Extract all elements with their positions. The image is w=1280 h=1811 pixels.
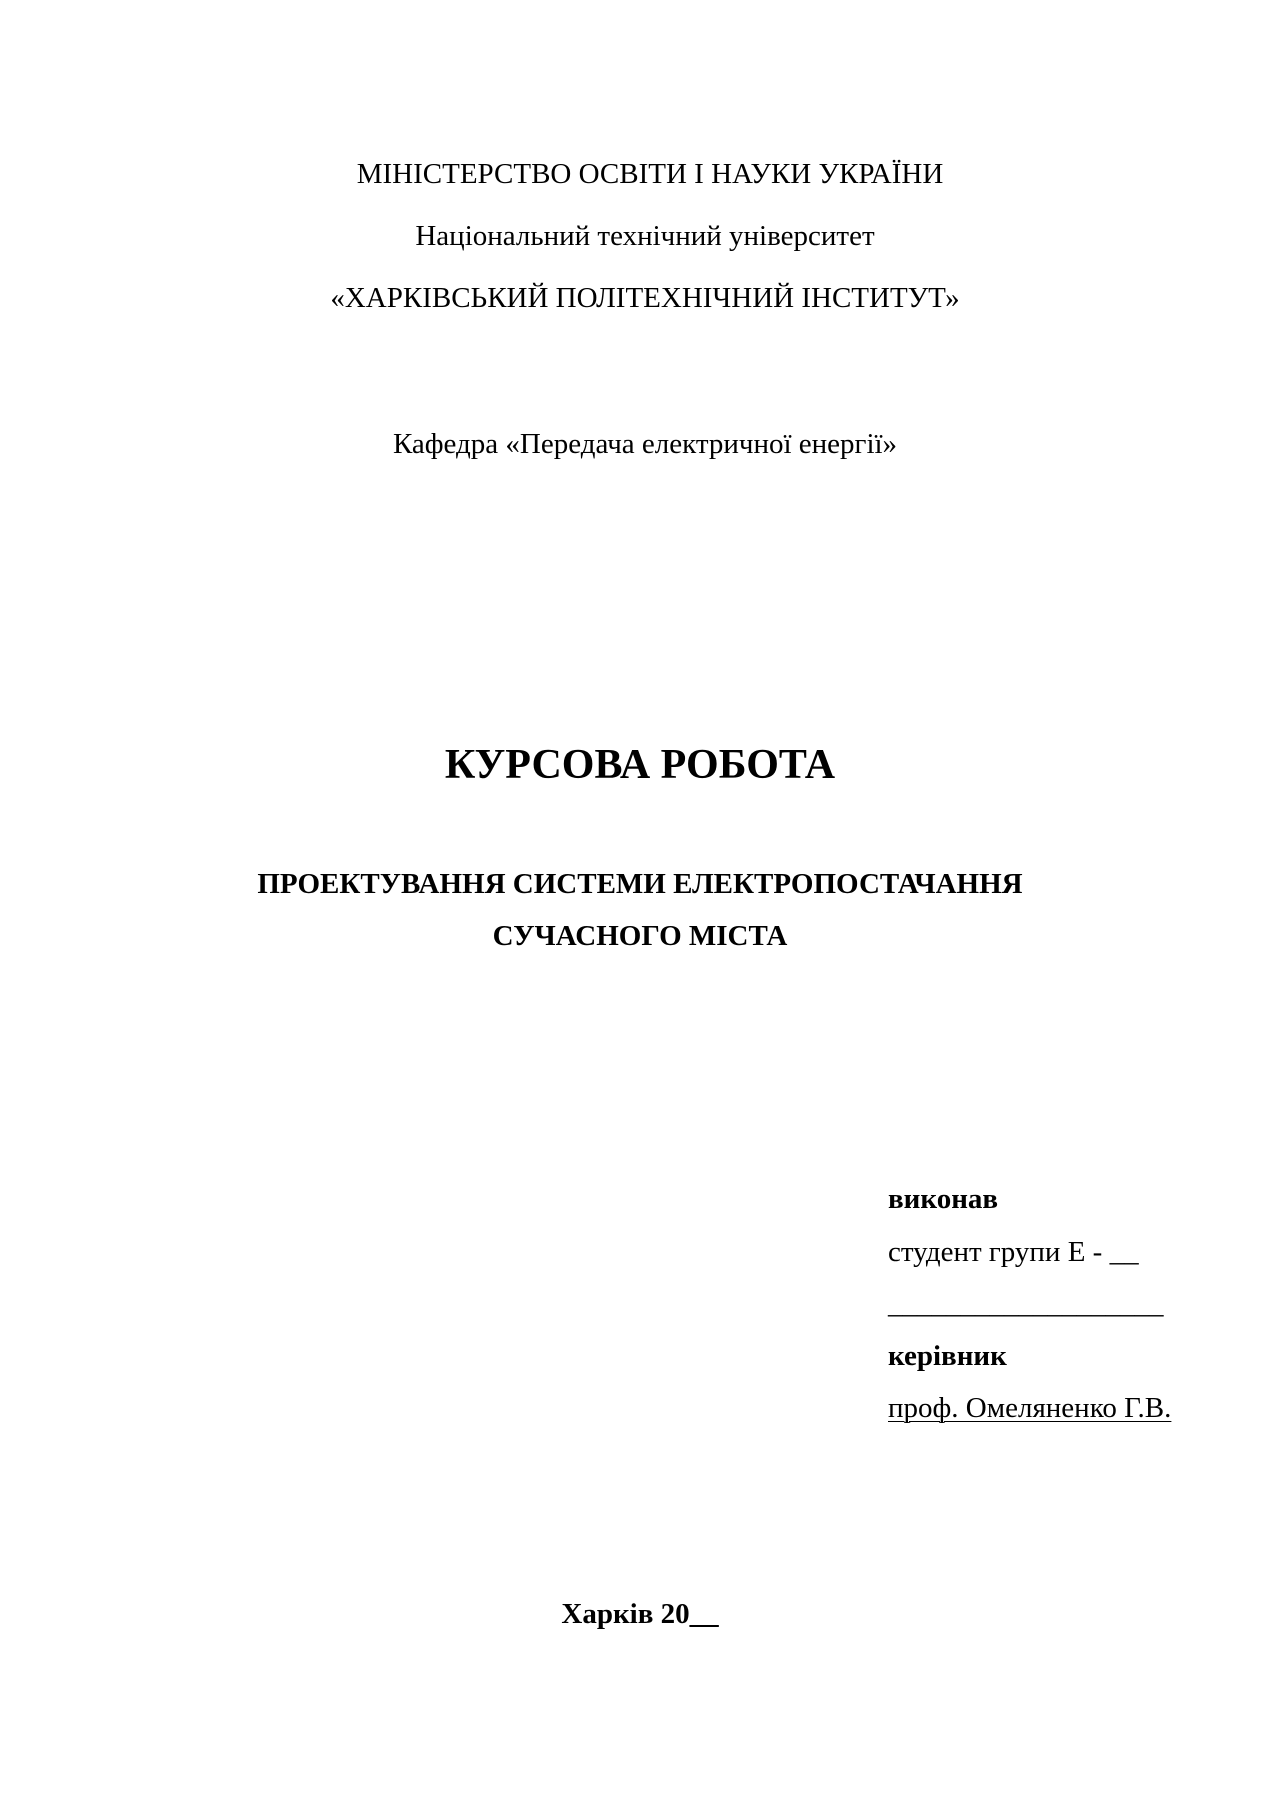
supervisor-label: керівник [888,1340,1007,1372]
university-type: Національний технічний університет [415,220,875,252]
ministry-heading: МІНІСТЕРСТВО ОСВІТИ І НАУКИ УКРАЇНИ [356,158,944,190]
department-name: Кафедра «Передача електричної енергії» [392,428,898,460]
student-group: студент групи Е - __ [888,1236,1139,1268]
university-name: «ХАРКІВСЬКИЙ ПОЛІТЕХНІЧНИЙ ІНСТИТУТ» [330,282,960,314]
performed-label: виконав [888,1183,999,1215]
document-title: КУРСОВА РОБОТА [444,742,836,788]
topic-line-2: СУЧАСНОГО МІСТА [492,920,788,952]
topic-line-1: ПРОЕКТУВАННЯ СИСТЕМИ ЕЛЕКТРОПОСТАЧАННЯ [257,868,1023,900]
city-year: Харків 20__ [561,1598,719,1630]
supervisor-name: проф. Омеляненко Г.В. [888,1392,1172,1424]
student-name-blank: ___________________ [888,1288,1164,1320]
